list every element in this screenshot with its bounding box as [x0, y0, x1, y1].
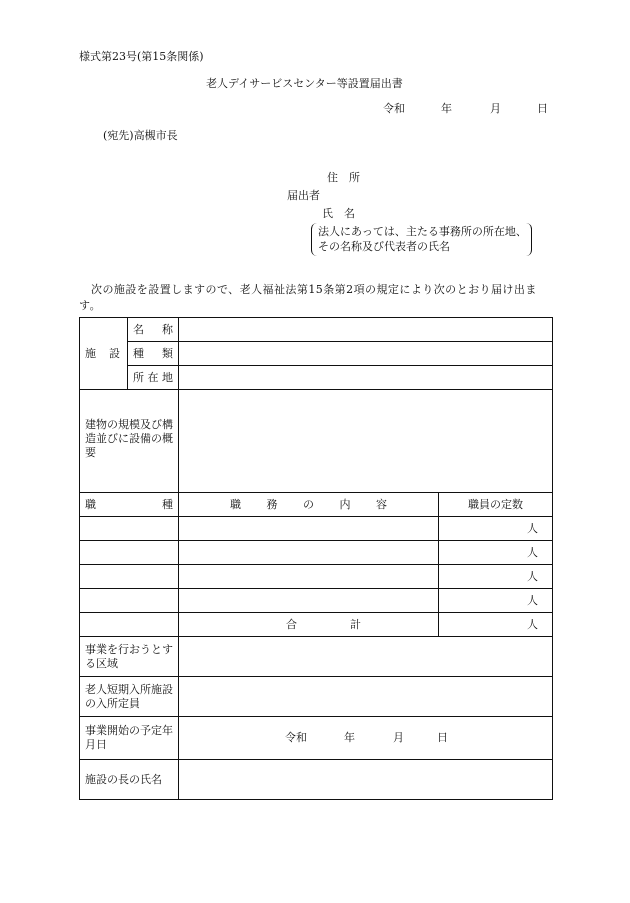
staff-count-field[interactable]: 人 — [439, 589, 553, 613]
job-type-header: 職 種 — [80, 493, 179, 517]
staff-row — [80, 589, 553, 613]
start-date-month: 月 — [393, 731, 404, 744]
addressee: (宛先)高槻市長 — [103, 129, 178, 142]
staff-count-field[interactable]: 人 — [439, 517, 553, 541]
short-stay-capacity-field[interactable] — [179, 677, 553, 717]
facility-type-field[interactable] — [179, 342, 553, 366]
duty-content-field[interactable] — [179, 589, 439, 613]
staff-count-field[interactable]: 人 — [439, 541, 553, 565]
short-stay-capacity-label: 老人短期入所施設の入所定員 — [80, 677, 179, 717]
notifier-label: 届出者 — [287, 189, 320, 202]
job-type-field[interactable] — [80, 589, 179, 613]
facility-label-cell: 施 設 — [80, 318, 128, 390]
job-type-field[interactable] — [80, 541, 179, 565]
duty-content-field[interactable] — [179, 541, 439, 565]
service-area-field[interactable] — [179, 637, 553, 677]
director-name-field[interactable] — [179, 760, 553, 800]
job-type-field[interactable] — [80, 517, 179, 541]
facility-form-table — [79, 317, 553, 800]
staff-row — [80, 565, 553, 589]
date-era: 令和 — [383, 102, 405, 115]
total-row — [80, 613, 553, 637]
start-date-label: 事業開始の予定年月日 — [80, 717, 179, 760]
intro-text: 次の施設を設置しますので、老人福祉法第15条第2項の規定により次のとおり届け出ます。 — [79, 283, 537, 312]
date-year: 年 — [441, 102, 452, 115]
staff-row — [80, 541, 553, 565]
start-date-era: 令和 — [285, 731, 307, 744]
form-number: 様式第23号(第15条関係) — [79, 50, 204, 63]
staff-row — [80, 517, 553, 541]
start-date-field[interactable] — [179, 717, 553, 760]
service-area-label: 事業を行おうとする区域 — [80, 637, 179, 677]
job-type-field[interactable] — [80, 565, 179, 589]
corporate-note-line1: 法人にあっては、主たる事務所の所在地、 — [318, 225, 527, 238]
date-month: 月 — [490, 102, 501, 115]
facility-name-label: 名 称 — [128, 318, 179, 342]
date-day: 日 — [537, 102, 548, 115]
corporate-note-line2: その名称及び代表者の氏名 — [318, 240, 450, 253]
name-label: 氏 名 — [322, 207, 355, 220]
total-staff-field[interactable]: 人 — [439, 613, 553, 637]
director-name-label: 施設の長の氏名 — [80, 760, 179, 800]
facility-name-field[interactable] — [179, 318, 553, 342]
address-label: 住 所 — [327, 171, 360, 184]
building-structure-field[interactable] — [179, 390, 553, 493]
facility-type-label: 種 類 — [128, 342, 179, 366]
start-date-year: 年 — [344, 731, 355, 744]
duty-content-field[interactable] — [179, 517, 439, 541]
staff-count-field[interactable]: 人 — [439, 565, 553, 589]
total-blank-cell — [80, 613, 179, 637]
start-date-day: 日 — [437, 731, 448, 744]
duty-content-field[interactable] — [179, 565, 439, 589]
facility-location-label: 所 在 地 — [128, 366, 179, 390]
facility-location-field[interactable] — [179, 366, 553, 390]
building-structure-label: 建物の規模及び構造並びに設備の概要 — [80, 390, 179, 493]
duty-content-header: 職 務 の 内 容 — [179, 493, 439, 517]
staff-count-header: 職員の定数 — [439, 493, 553, 517]
total-label: 合 計 — [179, 613, 439, 637]
document-title: 老人デイサービスセンター等設置届出書 — [206, 77, 403, 90]
